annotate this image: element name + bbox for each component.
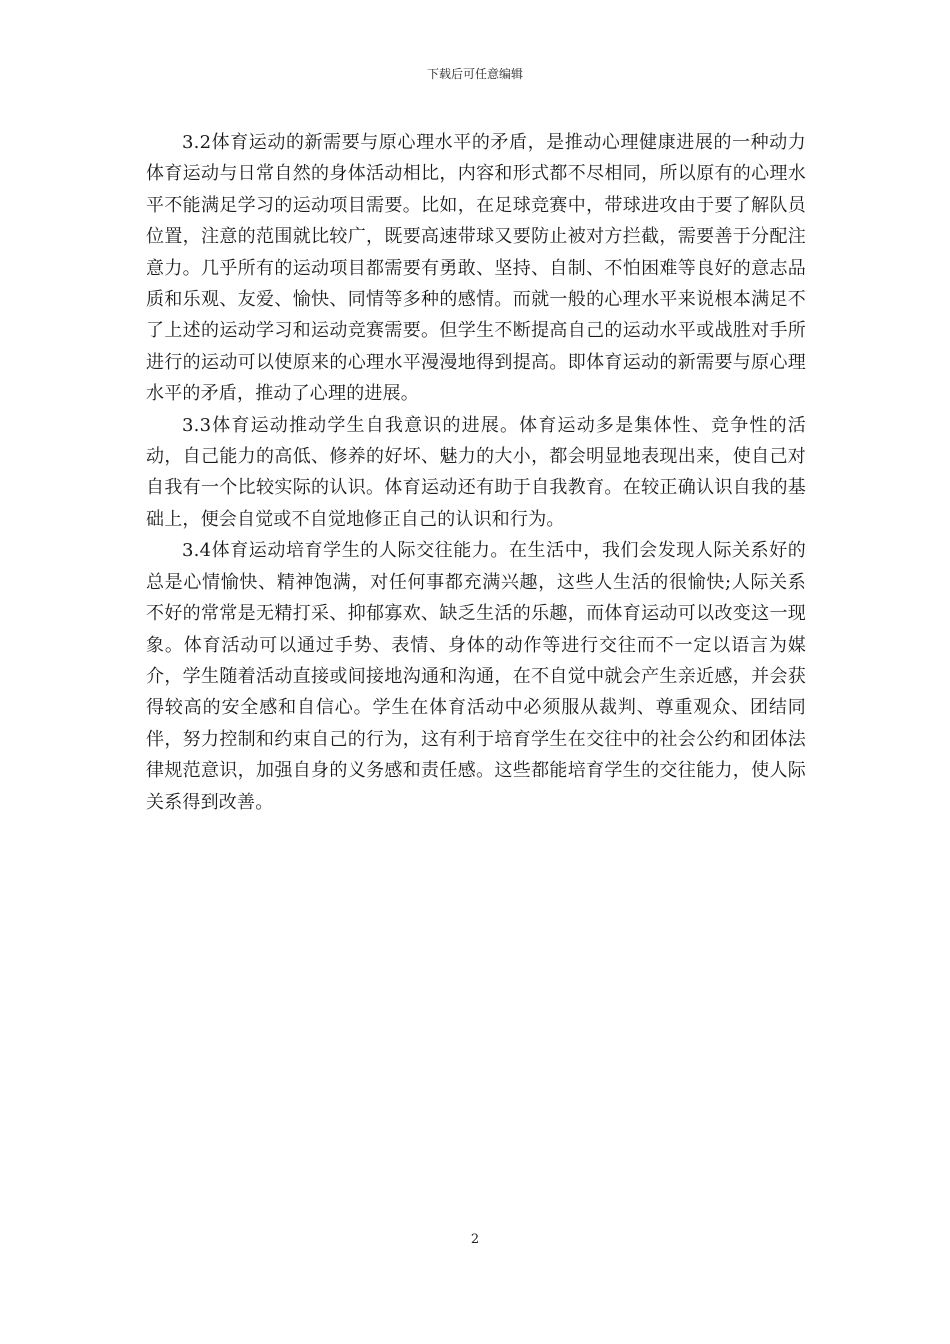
paragraph-3-4: 3.4体育运动培育学生的人际交往能力。在生活中，我们会发现人际关系好的总是心情愉快、精神饱满，对任何事都充满兴趣，这些人生活的很愉快;人际关系不好的常常是无精打采、抑郁寡欢、缺乏生活的乐趣，而体育运动可以改变这一现象。体育活动可以通过手势、表情、身体的动作等进行交往而不一定以语言为媒介，学生随着活动直接或间接地沟通和沟通，在不自觉中就会产生亲近感，并会获得较高的安全感和自信心。学生在体育活动中必须服从裁判、尊重观众、团结同伴，努力控制和约束自己的行为，这有利于培育学生在交往中的社会公约和团体法律规范意识，加强自身的义务感和责任感。这些都能培育学生的交往能力，使人际关系得到改善。 [146,540,806,813]
page-number: 2 [470,1232,480,1247]
paragraph-3-3: 3.3体育运动推动学生自我意识的进展。体育运动多是集体性、竞争性的活动，自己能力的高低、修养的好坏、魅力的大小，都会明显地表现出来，使自己对自我有一个比较实际的认识。体育运动还有助于自我教育。在较正确认识自我的基础上，便会自觉或不自觉地修正自己的认识和行为。 [146,414,806,530]
paragraph-3-2: 3.2体育运动的新需要与原心理水平的矛盾，是推动心理健康进展的一种动力体育运动与日常自然的身体活动相比，内容和形式都不尽相同，所以原有的心理水平不能满足学习的运动项目需要。比如，在足球竞赛中，带球进攻由于要了解队员位置，注意的范围就比较广，既要高速带球又要防止被对方拦截，需要善于分配注意力。几乎所有的运动项目都需要有勇敢、坚持、自制、不怕困难等良好的意志品质和乐观、友爱、愉快、同情等多种的感情。而就一般的心理水平来说根本满足不了上述的运动学习和运动竞赛需要。但学生不断提高自己的运动水平或战胜对手所进行的运动可以使原来的心理水平漫漫地得到提高。即体育运动的新需要与原心理水平的矛盾，推动了心理的进展。 [146,132,806,405]
page-header: 下载后可任意编辑 [426,67,523,81]
document-body [146,127,806,818]
